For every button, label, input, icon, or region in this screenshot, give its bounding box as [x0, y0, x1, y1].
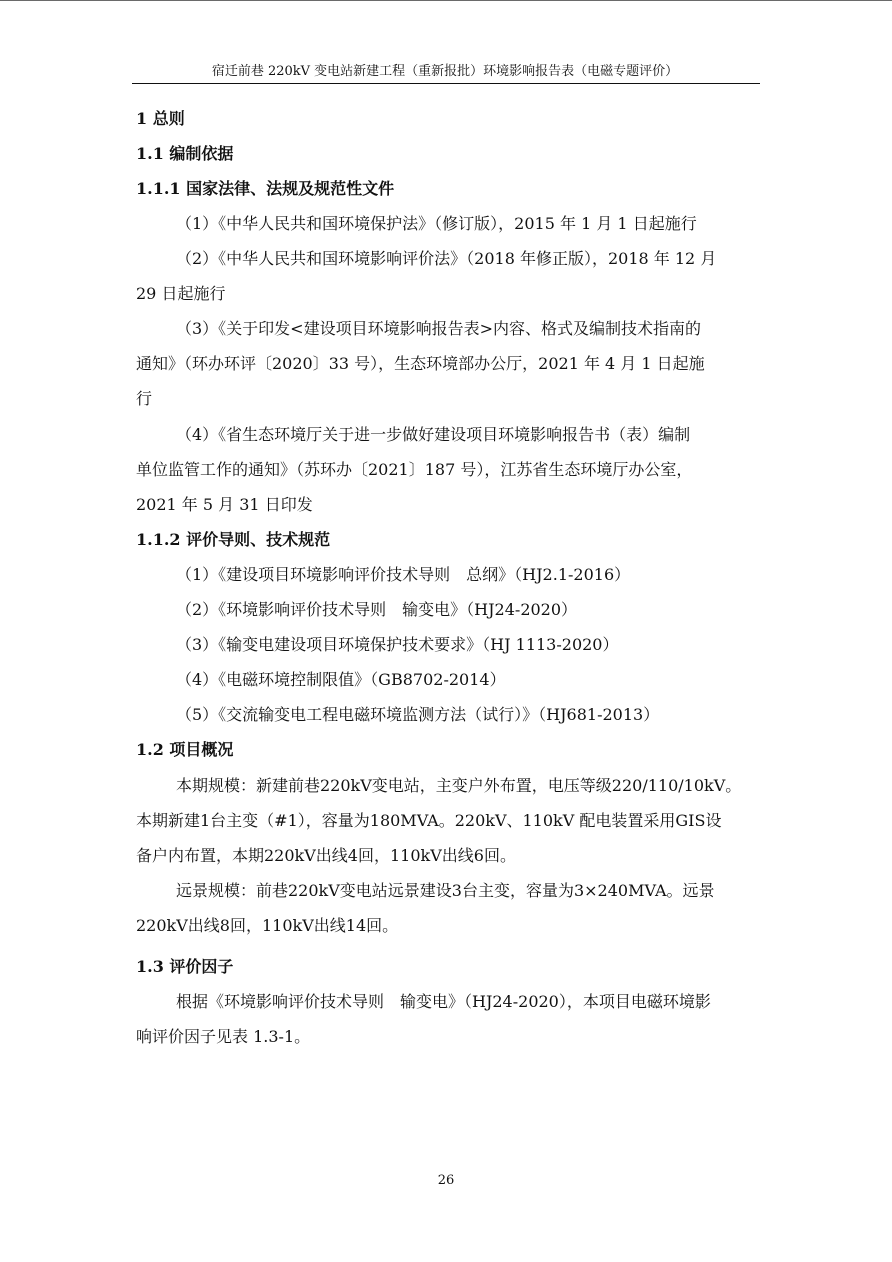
law-item-3-line-3: 行: [136, 389, 153, 408]
law-item-2-line-1: （2）《中华人民共和国环境影响评价法》（2018 年修正版），2018 年 12 月: [176, 249, 717, 268]
law-item-2-line-2: 29 日起施行: [136, 284, 226, 303]
law-item-3-line-1: （3）《关于印发<建设项目环境影响报告表>内容、格式及编制技术指南的: [176, 319, 701, 338]
standard-item-2: （2）《环境影响评价技术导则 输变电》（HJ24-2020）: [176, 600, 578, 619]
standard-item-4: （4）《电磁环境控制限值》（GB8702-2014）: [176, 670, 506, 689]
header-rule: [132, 83, 760, 84]
factors-paragraph-line-2: 响评价因子见表 1.3-1。: [136, 1027, 311, 1046]
overview-paragraph-2-line-1: 远景规模：前巷220kV变电站远景建设3台主变，容量为3×240MVA。远景: [176, 881, 715, 900]
heading-1-1-2: 1.1.2 评价导则、技术规范: [136, 530, 331, 549]
heading-1: 1 总则: [136, 109, 185, 128]
overview-paragraph-1-line-1: 本期规模：新建前巷220kV变电站，主变户外布置，电压等级220/110/10kV。: [176, 776, 742, 795]
law-item-4-line-3: 2021 年 5 月 31 日印发: [136, 495, 313, 514]
law-item-4-line-1: （4）《省生态环境厅关于进一步做好建设项目环境影响报告书（表）编制: [176, 425, 691, 444]
law-item-1: （1）《中华人民共和国环境保护法》（修订版），2015 年 1 月 1 日起施行: [176, 214, 697, 233]
running-header: 宿迁前巷 220kV 变电站新建工程（重新报批）环境影响报告表（电磁专题评价）: [211, 64, 679, 79]
page-top-border: [0, 0, 892, 1]
heading-1-1-1: 1.1.1 国家法律、法规及规范性文件: [136, 179, 395, 198]
heading-1-2: 1.2 项目概况: [136, 740, 234, 759]
standard-item-5: （5）《交流输变电工程电磁环境监测方法（试行）》（HJ681-2013）: [176, 705, 660, 724]
factors-paragraph-line-1: 根据《环境影响评价技术导则 输变电》（HJ24-2020），本项目电磁环境影: [176, 992, 711, 1011]
heading-1-3: 1.3 评价因子: [136, 957, 234, 976]
page-number: 26: [437, 1173, 455, 1188]
standard-item-1: （1）《建设项目环境影响评价技术导则 总纲》（HJ2.1-2016）: [176, 565, 631, 584]
standard-item-3: （3）《输变电建设项目环境保护技术要求》（HJ 1113-2020）: [176, 635, 619, 654]
overview-paragraph-1-line-3: 备户内布置，本期220kV出线4回，110kV出线6回。: [136, 846, 516, 865]
heading-1-1: 1.1 编制依据: [136, 144, 234, 163]
law-item-3-line-2: 通知》（环办环评〔2020〕33 号），生态环境部办公厅，2021 年 4 月 1 日起施: [136, 354, 705, 373]
overview-paragraph-2-line-2: 220kV出线8回，110kV出线14回。: [136, 916, 399, 935]
overview-paragraph-1-line-2: 本期新建1台主变（#1），容量为180MVA。220kV、110kV 配电装置采用GIS设: [136, 811, 722, 830]
law-item-4-line-2: 单位监管工作的通知》（苏环办〔2021〕187 号），江苏省生态环境厅办公室，: [136, 460, 693, 479]
